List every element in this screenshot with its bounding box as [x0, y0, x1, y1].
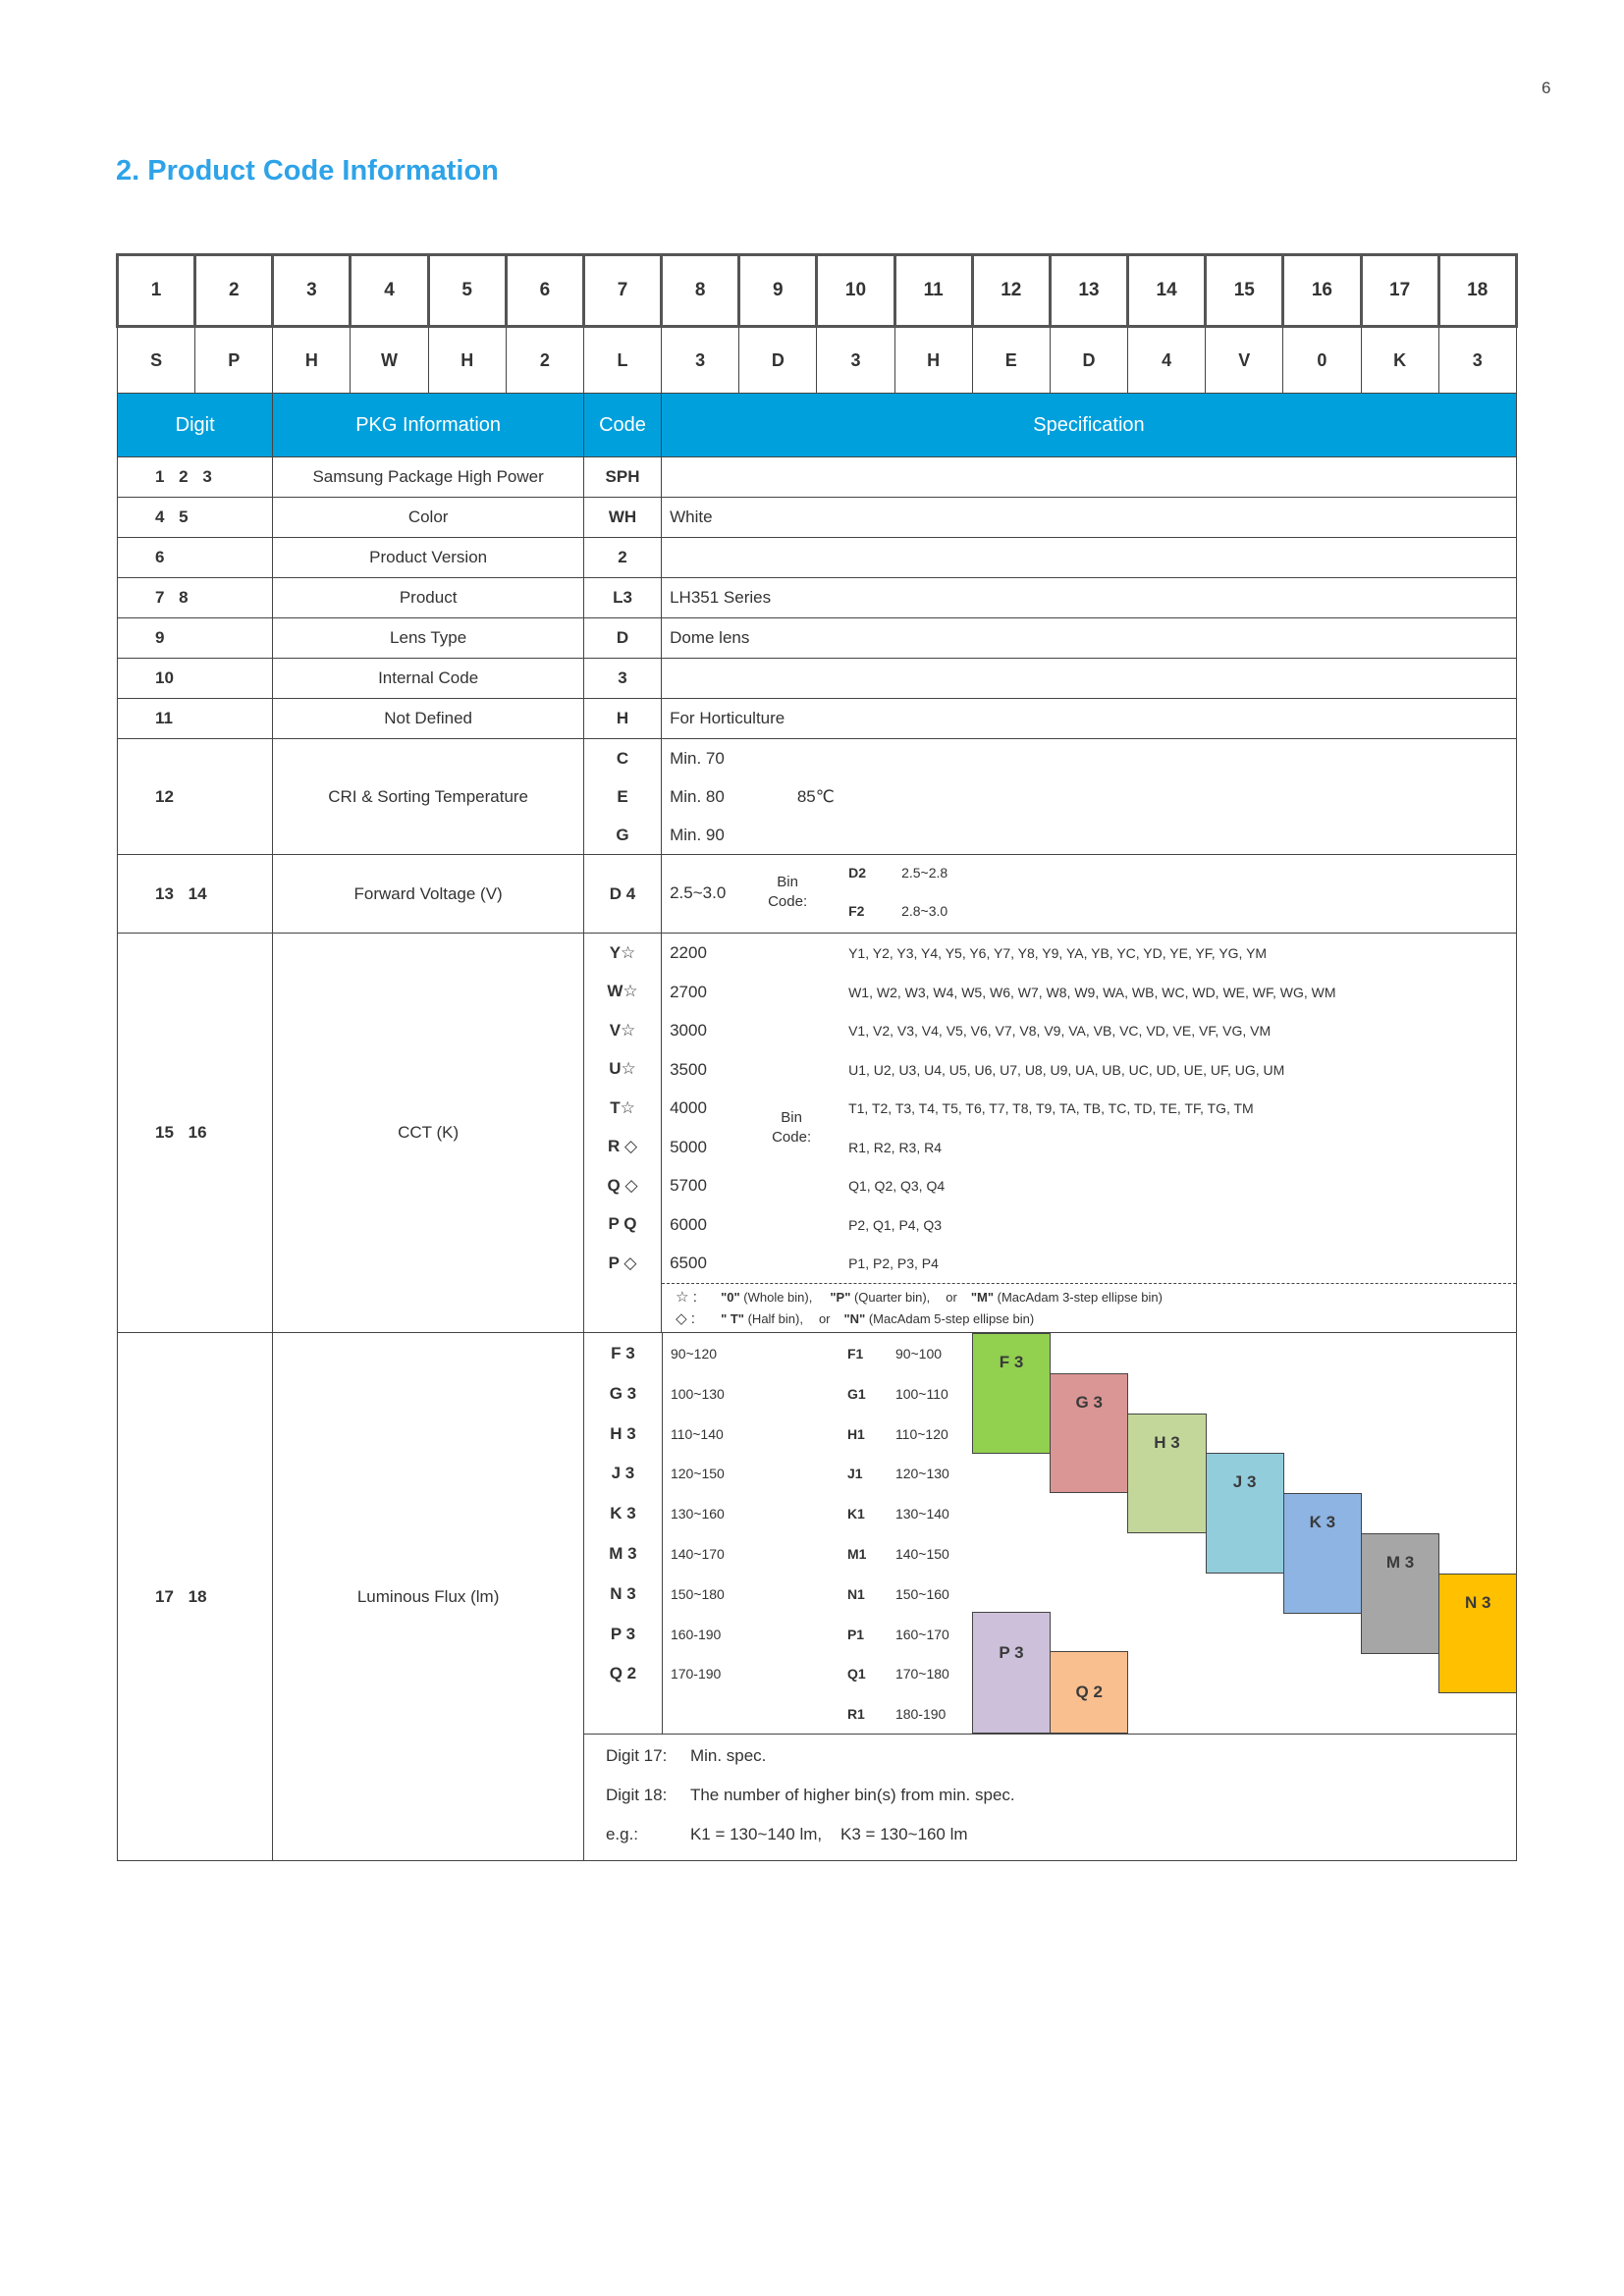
note-label: Digit 17: [605, 1746, 668, 1765]
flux-range: 140~170 [670, 1546, 725, 1562]
note-line [606, 1776, 1516, 1815]
flux-bin-code: H1 [846, 1425, 865, 1442]
cct-row [118, 934, 1517, 1333]
code-char-cell: H [428, 327, 506, 394]
product-code-table [116, 253, 1518, 1861]
flux-bin-code: R1 [846, 1706, 865, 1723]
legend-desc: (MacAdam 3-step ellipse bin) [994, 1290, 1163, 1305]
legend-sep: or [946, 1290, 957, 1305]
flux-range: 100~130 [670, 1385, 725, 1402]
flux-row [118, 1333, 1517, 1861]
code-cell: 2 [583, 538, 661, 578]
code-char-cell: S [118, 327, 195, 394]
spec-cell [662, 659, 1517, 699]
flux-range: 170-190 [670, 1666, 722, 1682]
cct-code: V☆ [609, 1020, 636, 1040]
spec-row [118, 498, 1517, 538]
cct-value: 2700 [670, 982, 707, 1001]
flux-code: G 3 [609, 1383, 637, 1403]
cct-bin-list: P1, P2, P3, P4 [848, 1255, 939, 1271]
flux-bin-box-label: J 3 [1232, 1472, 1257, 1492]
code-char-cell: 0 [1283, 327, 1361, 394]
spec-row [118, 578, 1517, 618]
cct-code: T☆ [610, 1097, 635, 1117]
pkg-cell: Lens Type [273, 618, 584, 659]
cct-bin-list: T1, T2, T3, T4, T5, T6, T7, T8, T9, TA, TB, TC, TD, TE, TF, TG, TM [848, 1100, 1254, 1116]
flux-code: N 3 [610, 1583, 636, 1603]
digit-number-cell: 4 [351, 255, 428, 327]
pkg-cell: CRI & Sorting Temperature [273, 739, 584, 855]
cri-spec-line [670, 739, 1516, 777]
cct-value: 5700 [670, 1176, 707, 1195]
cct-value: 3000 [670, 1021, 707, 1040]
cri-min: Min. 90 [670, 825, 725, 844]
code-char-cell: H [273, 327, 351, 394]
cct-code: U☆ [609, 1059, 636, 1079]
digit-number-cell: 11 [894, 255, 972, 327]
spec-row [118, 457, 1517, 498]
cct-bin-list: V1, V2, V3, V4, V5, V6, V7, V8, V9, VA, VB, VC, VD, VE, VF, VG, VM [848, 1023, 1272, 1039]
cct-code: W☆ [607, 982, 638, 1001]
digit-cell: 4 5 [118, 498, 273, 538]
code-char-cell: 3 [1438, 327, 1516, 394]
flux-bin-range: 100~110 [894, 1385, 948, 1402]
cct-value: 4000 [670, 1098, 707, 1117]
digit-number-row [118, 255, 1517, 327]
cri-row [118, 739, 1517, 855]
vf-bin-range: 2.5~2.8 [901, 865, 948, 881]
code-char-cell: L [583, 327, 661, 394]
code-char-cell: P [195, 327, 273, 394]
digit-number-cell: 10 [817, 255, 894, 327]
bin-code-label: Bin Code: [768, 874, 808, 910]
flux-range: 150~180 [670, 1585, 725, 1602]
cct-code: Q ◇ [607, 1175, 638, 1195]
flux-bin-code: M1 [846, 1546, 867, 1562]
flux-range: 110~140 [670, 1425, 724, 1442]
vf-bin-code: D2 [848, 865, 866, 881]
digit-cell: 13 14 [118, 855, 273, 934]
cct-code: P Q [608, 1214, 637, 1234]
digit-number-cell: 12 [972, 255, 1050, 327]
flux-bin-box [1438, 1574, 1517, 1694]
cct-bin-list: Y1, Y2, Y3, Y4, Y5, Y6, Y7, Y8, Y9, YA, YB, YC, YD, YE, YF, YG, YM [848, 945, 1268, 961]
flux-bin-box-label: H 3 [1154, 1432, 1180, 1452]
code-char-cell: H [894, 327, 972, 394]
cct-value: 6000 [670, 1214, 707, 1234]
flux-code: Q 2 [609, 1664, 637, 1683]
digit-number-cell: 15 [1206, 255, 1283, 327]
spec-row [118, 618, 1517, 659]
flux-code: K 3 [610, 1504, 636, 1523]
flux-range: 120~150 [670, 1466, 725, 1482]
flux-bin-code: Q1 [846, 1666, 866, 1682]
code-char-cell: 3 [817, 327, 894, 394]
flux-bin-box [1127, 1414, 1206, 1534]
digit-number-cell: 9 [739, 255, 817, 327]
pkg-cell: Samsung Package High Power [273, 457, 584, 498]
page-number: 6 [1542, 79, 1551, 97]
cct-value: 6500 [670, 1254, 707, 1272]
cct-bin-list: W1, W2, W3, W4, W5, W6, W7, W8, W9, WA, WB, WC, WD, WE, WF, WG, WM [848, 984, 1336, 1000]
flux-bin-box-label: N 3 [1464, 1592, 1491, 1612]
header-pkg: PKG Information [273, 394, 584, 457]
digit-number-cell: 2 [195, 255, 273, 327]
code-cell: D [583, 618, 661, 659]
flux-range: 130~160 [670, 1506, 725, 1522]
code-cell: 3 [583, 659, 661, 699]
pkg-cell: Product Version [273, 538, 584, 578]
code-char-cell: W [351, 327, 428, 394]
pkg-cell: Luminous Flux (lm) [273, 1333, 584, 1861]
header-spec: Specification [662, 394, 1517, 457]
code-cell [583, 934, 661, 1333]
flux-bin-box-label: P 3 [999, 1642, 1024, 1662]
flux-bin-box [1206, 1453, 1284, 1574]
cri-spec-line [670, 816, 1516, 854]
digit-number-cell: 7 [583, 255, 661, 327]
bin-legend [662, 1283, 1516, 1332]
flux-bin-range: 170~180 [894, 1666, 949, 1682]
flux-bin-box-label: G 3 [1075, 1392, 1103, 1412]
flux-bin-range: 180-190 [894, 1706, 947, 1723]
flux-bin-box [1361, 1533, 1439, 1654]
note-text: Min. spec. [689, 1746, 767, 1765]
cct-value: 5000 [670, 1137, 707, 1156]
cri-code: E [617, 786, 628, 806]
legend-sep: or [818, 1311, 831, 1326]
bin-code-label: Bin Code: [772, 1109, 812, 1146]
digit-cell: 11 [118, 699, 273, 739]
pkg-cell: Product [273, 578, 584, 618]
flux-notes [584, 1735, 1516, 1860]
digit-number-cell: 13 [1050, 255, 1127, 327]
code-char-cell: V [1206, 327, 1283, 394]
cct-code: R ◇ [607, 1137, 638, 1156]
digit-cell: 17 18 [118, 1333, 273, 1861]
code-char-cell: 2 [506, 327, 583, 394]
spec-row [118, 699, 1517, 739]
flux-code: H 3 [610, 1423, 636, 1443]
section-title: 2. Product Code Information [116, 155, 499, 187]
header-digit: Digit [118, 394, 273, 457]
cri-min: Min. 70 [670, 748, 725, 768]
legend-line [676, 1287, 1516, 1308]
cct-bin-list: P2, Q1, P4, Q3 [848, 1216, 943, 1233]
flux-range: 160-190 [670, 1626, 722, 1642]
flux-bin-code: N1 [846, 1585, 865, 1602]
spec-cell: LH351 Series [662, 578, 1517, 618]
cri-min: Min. 80 [670, 786, 725, 806]
flux-bin-range: 120~130 [894, 1466, 949, 1482]
code-cell: L3 [583, 578, 661, 618]
flux-range: 90~120 [670, 1346, 718, 1362]
code-char-cell: E [972, 327, 1050, 394]
legend-code: " T" [721, 1311, 744, 1326]
flux-bin-code: K1 [846, 1506, 865, 1522]
flux-bin-range: 160~170 [894, 1626, 949, 1642]
flux-code: M 3 [609, 1544, 637, 1563]
cct-value: 2200 [670, 943, 707, 962]
digit-cell: 9 [118, 618, 273, 659]
spec-cell [662, 739, 1517, 855]
note-line [606, 1815, 1516, 1854]
cri-code: C [616, 748, 629, 768]
code-cell: WH [583, 498, 661, 538]
flux-bin-box-label: K 3 [1309, 1513, 1336, 1532]
code-char-cell: D [739, 327, 817, 394]
sorting-temperature: 85℃ [796, 786, 835, 806]
flux-bin-code: J1 [846, 1466, 863, 1482]
flux-bin-box-label: F 3 [999, 1353, 1024, 1371]
note-label: e.g.: [605, 1825, 639, 1843]
legend-desc: (Whole bin), [739, 1290, 813, 1305]
spec-cell [662, 855, 1517, 934]
code-cell: SPH [583, 457, 661, 498]
flux-bin-range: 140~150 [894, 1546, 949, 1562]
legend-desc: (Quarter bin), [850, 1290, 931, 1305]
pkg-cell: Forward Voltage (V) [273, 855, 584, 934]
vf-row [118, 855, 1517, 934]
code-cell: D 4 [583, 855, 661, 934]
flux-bin-box [1050, 1651, 1128, 1734]
code-char-row [118, 327, 1517, 394]
flux-bin-box [972, 1333, 1051, 1454]
cct-code: Y☆ [609, 942, 636, 962]
cct-value: 3500 [670, 1059, 707, 1079]
spec-cell: Dome lens [662, 618, 1517, 659]
cri-spec-line [670, 777, 1516, 816]
spec-cell [662, 538, 1517, 578]
cct-bin-list: Q1, Q2, Q3, Q4 [848, 1178, 946, 1194]
code-char-cell: K [1361, 327, 1438, 394]
note-label: Digit 18: [605, 1786, 668, 1804]
flux-bin-range: 130~140 [894, 1506, 949, 1522]
legend-symbol: ◇ : [676, 1310, 695, 1327]
spec-row [118, 659, 1517, 699]
vf-bin-code: F2 [848, 903, 865, 919]
flux-bin-box-label: Q 2 [1075, 1682, 1103, 1702]
spec-cell: White [662, 498, 1517, 538]
legend-desc: (MacAdam 5-step ellipse bin) [865, 1311, 1035, 1326]
vf-bin-range: 2.8~3.0 [901, 903, 948, 919]
flux-detail [583, 1333, 1516, 1861]
pkg-cell: CCT (K) [273, 934, 584, 1333]
pkg-cell: Not Defined [273, 699, 584, 739]
flux-bin-range: 110~120 [894, 1425, 948, 1442]
legend-desc: (Half bin), [743, 1311, 803, 1326]
digit-cell: 12 [118, 739, 273, 855]
flux-code: J 3 [611, 1464, 635, 1483]
flux-bin-code: F1 [846, 1346, 864, 1362]
flux-bin-box [1050, 1373, 1128, 1494]
digit-number-cell: 8 [662, 255, 739, 327]
digit-number-cell: 16 [1283, 255, 1361, 327]
digit-number-cell: 17 [1361, 255, 1438, 327]
flux-bin-box [972, 1612, 1051, 1734]
flux-bin-code: P1 [846, 1626, 865, 1642]
digit-cell: 15 16 [118, 934, 273, 1333]
pkg-cell: Internal Code [273, 659, 584, 699]
spec-cell [662, 934, 1517, 1333]
flux-bin-code: G1 [846, 1385, 866, 1402]
pkg-cell: Color [273, 498, 584, 538]
flux-bin-range: 90~100 [894, 1346, 943, 1362]
digit-cell: 7 8 [118, 578, 273, 618]
flux-code: F 3 [611, 1344, 635, 1362]
digit-number-cell: 3 [273, 255, 351, 327]
legend-code: "N" [843, 1311, 866, 1326]
cri-code: G [616, 825, 629, 844]
code-cell: H [583, 699, 661, 739]
digit-number-cell: 5 [428, 255, 506, 327]
vf-range: 2.5~3.0 [670, 883, 727, 902]
header-code: Code [583, 394, 661, 457]
legend-code: "0" [721, 1290, 740, 1305]
spec-cell: For Horticulture [662, 699, 1517, 739]
digit-number-cell: 1 [118, 255, 195, 327]
digit-cell: 6 [118, 538, 273, 578]
cct-bin-list: R1, R2, R3, R4 [848, 1139, 943, 1155]
flux-bin-box-label: M 3 [1385, 1553, 1415, 1572]
digit-number-cell: 6 [506, 255, 583, 327]
digit-cell: 1 2 3 [118, 457, 273, 498]
legend-line [676, 1308, 1516, 1330]
digit-number-cell: 18 [1438, 255, 1516, 327]
flux-bin-range: 150~160 [894, 1585, 949, 1602]
flux-bin-box [1283, 1493, 1362, 1614]
code-char-cell: D [1050, 327, 1127, 394]
code-char-cell: 3 [662, 327, 739, 394]
digit-cell: 10 [118, 659, 273, 699]
header-row [118, 394, 1517, 457]
legend-code: "P" [830, 1290, 851, 1305]
code-char-cell: 4 [1128, 327, 1206, 394]
note-text: K1 = 130~140 lm, K3 = 130~160 lm [689, 1825, 968, 1843]
cct-code: P ◇ [608, 1253, 637, 1272]
digit-number-cell: 14 [1128, 255, 1206, 327]
cct-bin-list: U1, U2, U3, U4, U5, U6, U7, U8, U9, UA, UB, UC, UD, UE, UF, UG, UM [848, 1061, 1285, 1078]
code-cell [583, 739, 661, 855]
legend-symbol: ☆ : [676, 1289, 697, 1306]
spec-cell [662, 457, 1517, 498]
note-line [606, 1736, 1516, 1776]
note-text: The number of higher bin(s) from min. spec. [689, 1786, 1015, 1804]
flux-code: P 3 [610, 1624, 636, 1643]
spec-row [118, 538, 1517, 578]
legend-code: "M" [970, 1290, 994, 1305]
